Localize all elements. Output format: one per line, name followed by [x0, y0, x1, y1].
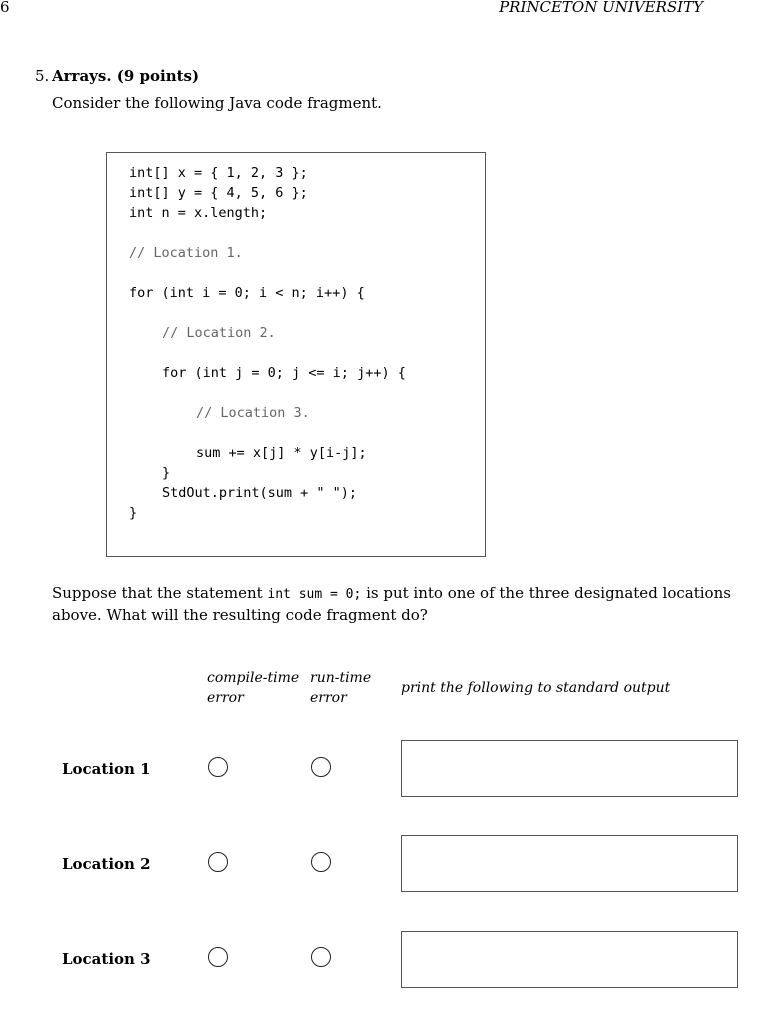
row-label-location-1: Location 1	[62, 760, 151, 778]
code-line: }	[129, 505, 138, 521]
prompt-code: int sum = 0;	[267, 587, 362, 602]
code-line: int[] x = { 1, 2, 3 };	[129, 165, 308, 181]
column-header-line: error	[207, 690, 244, 706]
question-title: Arrays. (9 points)	[52, 67, 200, 85]
row-label-location-3: Location 3	[62, 950, 151, 968]
code-line: for (int i = 0; i < n; i++) {	[129, 285, 365, 301]
code-comment: // Location 3.	[196, 405, 310, 421]
column-header-line: error	[310, 690, 347, 706]
page-number: 6	[0, 0, 10, 16]
code-comment: // Location 1.	[129, 245, 243, 261]
code-comment: // Location 2.	[162, 325, 276, 341]
question-number: 5.	[35, 67, 50, 85]
row-label-location-2: Location 2	[62, 855, 151, 873]
code-listing-box	[106, 152, 486, 557]
code-line: int[] y = { 4, 5, 6 };	[129, 185, 308, 201]
run-time-radio-location-2[interactable]	[311, 852, 331, 872]
output-answer-box-location-2[interactable]	[401, 835, 738, 892]
prompt-text: is put into one of the three designated locations above. What will the resulting code fragment do?	[52, 584, 731, 624]
column-header-line: run-time	[310, 670, 372, 686]
run-time-radio-location-3[interactable]	[311, 947, 331, 967]
compile-time-radio-location-1[interactable]	[208, 757, 228, 777]
prompt-text: Suppose that the statement	[52, 584, 268, 602]
output-answer-box-location-3[interactable]	[401, 931, 738, 988]
column-header-print: print the following to standard output	[401, 680, 671, 696]
column-header-line: compile-time	[207, 670, 300, 686]
compile-time-radio-location-3[interactable]	[208, 947, 228, 967]
code-line: for (int j = 0; j <= i; j++) {	[162, 365, 406, 381]
running-header: PRINCETON UNIVERSITY	[499, 0, 703, 16]
code-line: sum += x[j] * y[i-j];	[196, 445, 367, 461]
question-intro: Consider the following Java code fragment.	[52, 94, 382, 112]
column-header-run-time	[310, 668, 371, 708]
code-line: StdOut.print(sum + " ");	[162, 485, 358, 501]
compile-time-radio-location-2[interactable]	[208, 852, 228, 872]
run-time-radio-location-1[interactable]	[311, 757, 331, 777]
question-prompt	[52, 583, 742, 626]
output-answer-box-location-1[interactable]	[401, 740, 738, 797]
code-line: int n = x.length;	[129, 205, 268, 221]
column-header-compile-time	[207, 668, 299, 708]
code-line: }	[162, 465, 171, 481]
